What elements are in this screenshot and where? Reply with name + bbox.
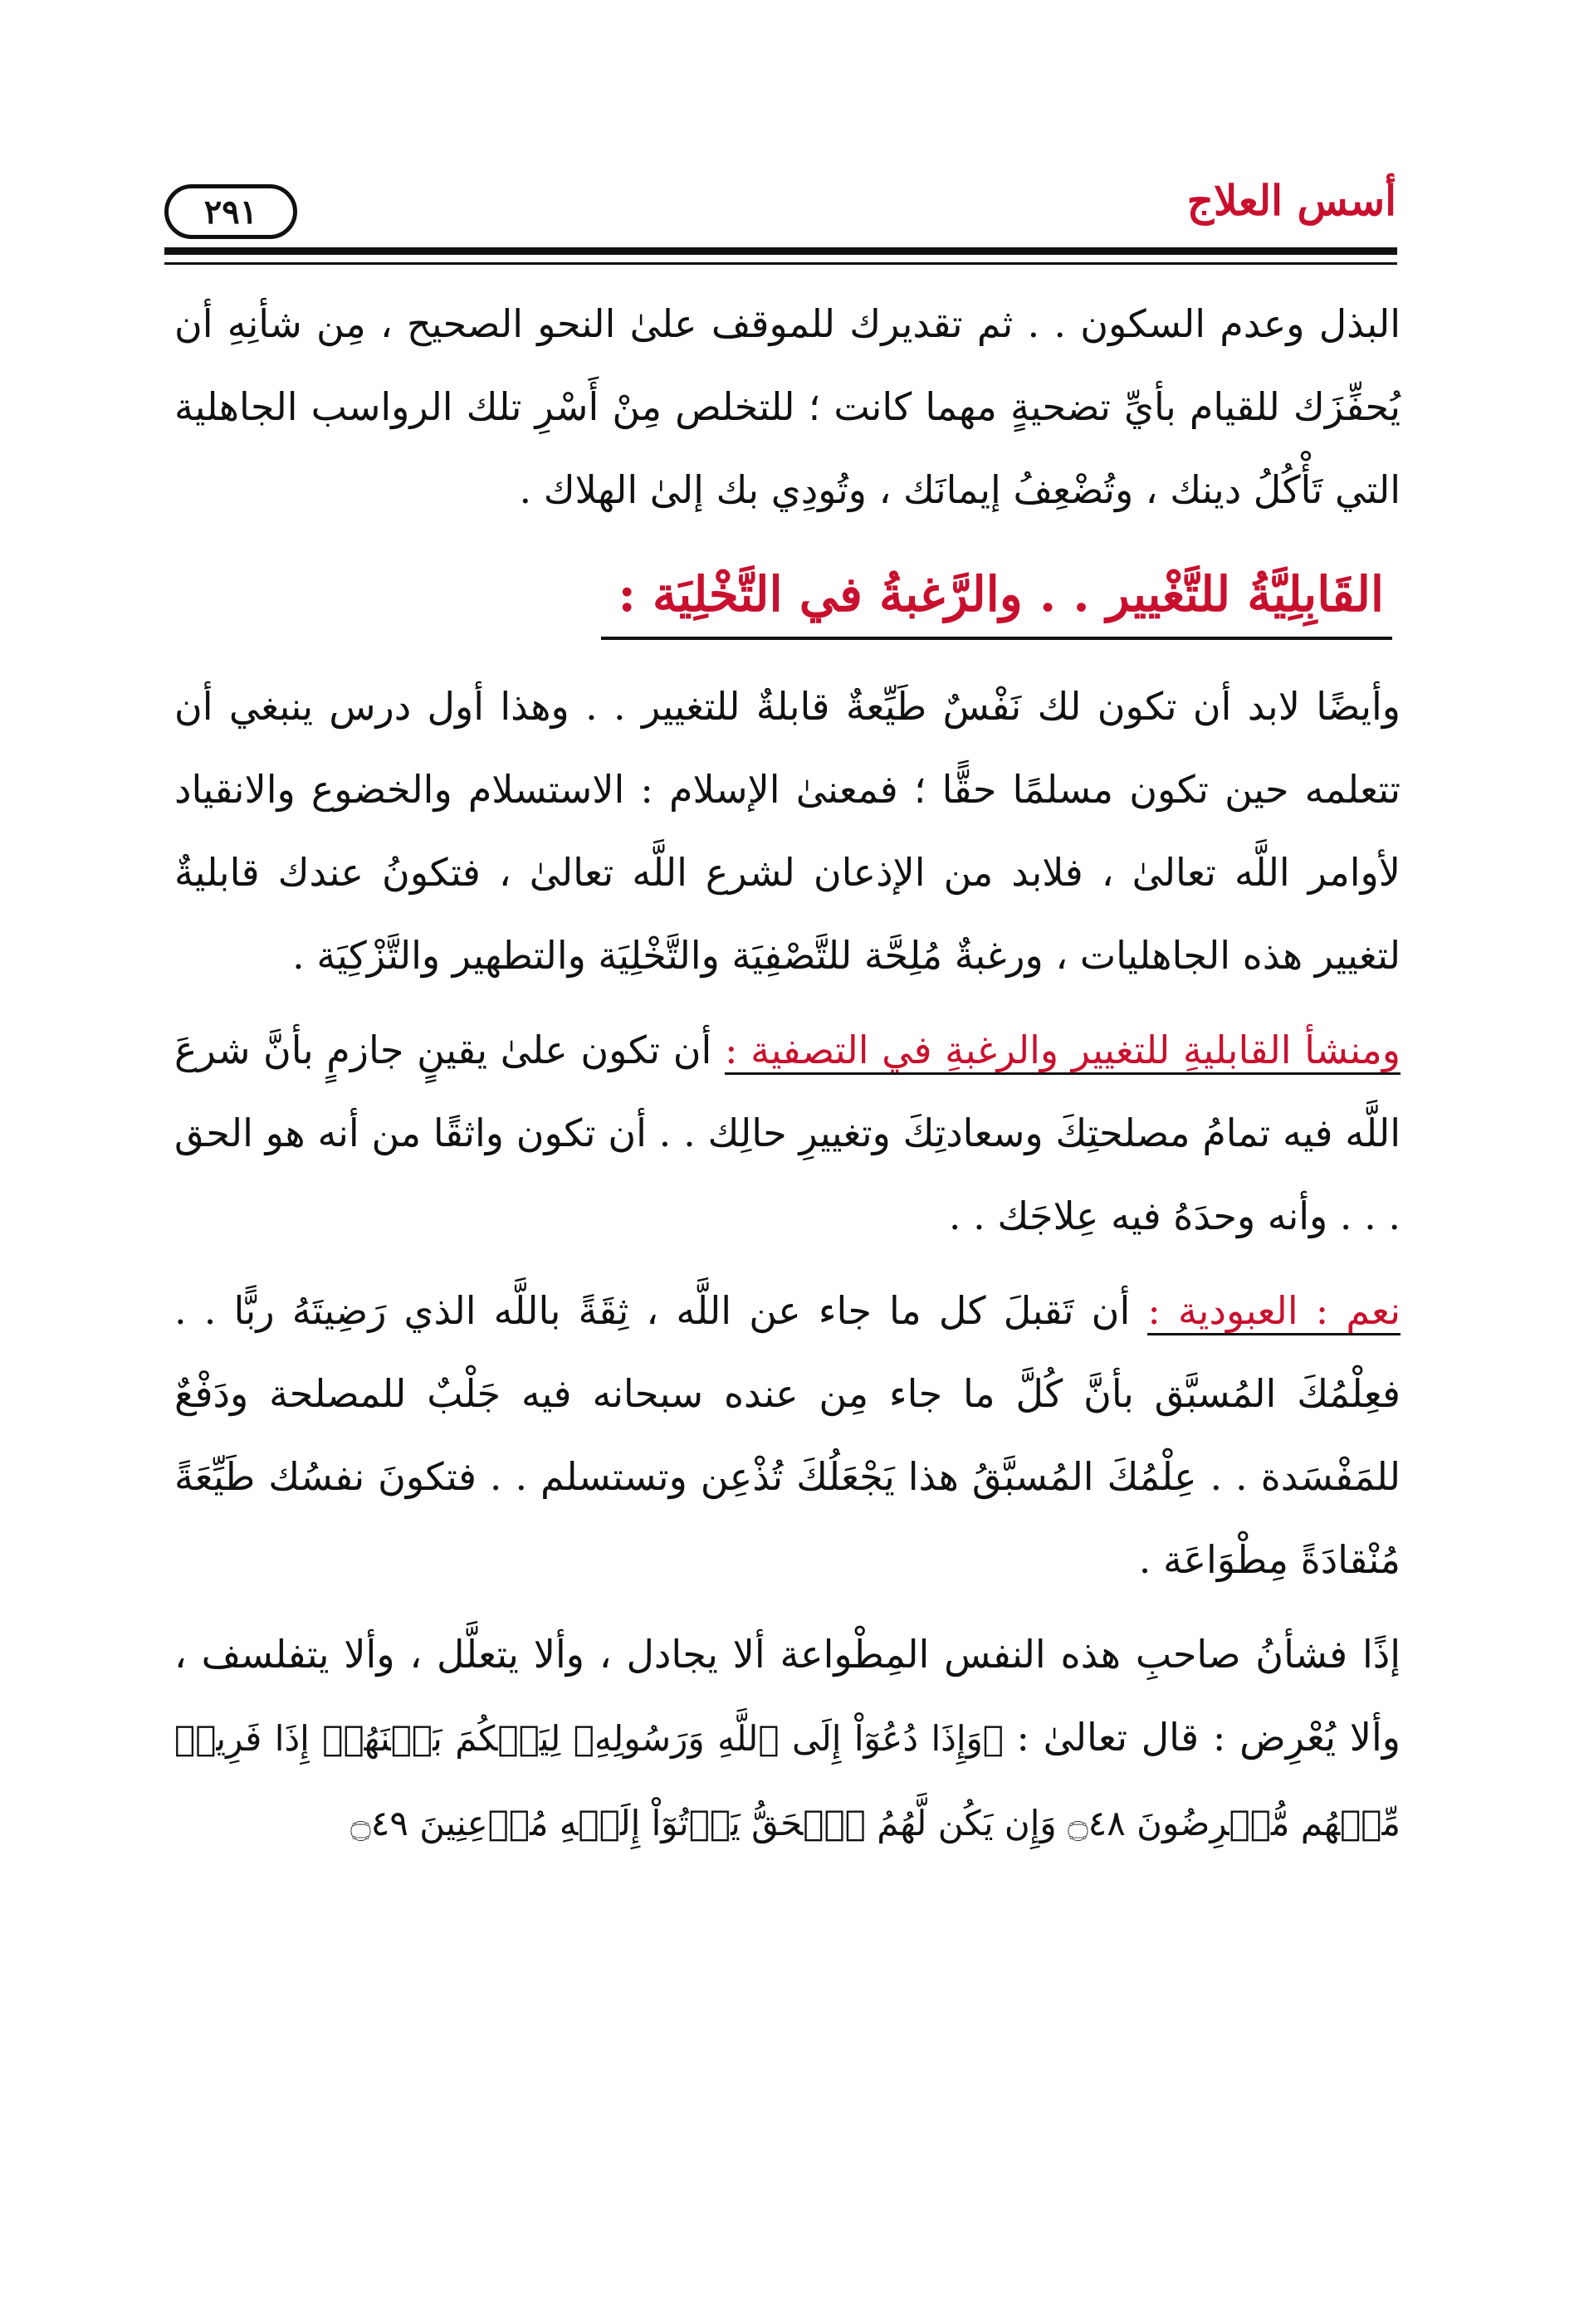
running-title: أسس العلاج (1186, 176, 1396, 225)
paragraph-3 (174, 1008, 1401, 1257)
page-number-badge: ٢٩١ (164, 184, 297, 239)
paragraph-5-text: إذًا فشأنُ صاحبِ هذه النفس المِطْواعة ألا يجادل ، وألا يتعلَّل ، وألا يتفلسف ، وألا يُعْرِض : قال تعالىٰ : (174, 1632, 1401, 1760)
header-rule-thin (164, 262, 1397, 265)
quran-verse: ﴿وَإِذَا دُعُوٓاْ إِلَى ٱللَّهِ وَرَسُولِهِۦ لِيَحۡكُمَ بَيۡنَهُمۡ إِذَا فَرِيقٞ مِّنۡهُم مُّعۡرِضُونَ ۝٤٨ وَإِن يَكُن لَّهُمُ ٱلۡحَقُّ يَأۡتُوٓاْ إِلَيۡهِ مُذۡعِنِينَ ۝٤٩ (174, 1718, 1401, 1843)
paragraph-1: البذل وعدم السكون . . ثم تقديرك للموقف علىٰ النحو الصحيح ، مِن شأنِهِ أن يُحفِّزَك للقيام بأيِّ تضحيةٍ مهما كانت ؛ للتخلص مِنْ أَسْرِ تلك الرواسب الجاهلية التي تَأْكُلُ دينك ، وتُضْعِفُ إيمانَك ، وتُودِي بك إلىٰ الهلاك . (174, 301, 1401, 512)
paragraph-4-lead: نعم : العبودية : (1147, 1288, 1401, 1335)
page-body (174, 282, 1401, 1865)
header-rule-thick (164, 247, 1397, 255)
paragraph-5 (174, 1613, 1401, 1865)
paragraph-3-text: أن تكون علىٰ يقينٍ جازمٍ بأنَّ شرعَ اللَّه فيه تمامُ مصلحتِكَ وسعادتِكَ وتغييرِ حالِك . . أن تكون واثقًا من أنه هو الحق . . . وأنه وحدَهُ فيه عِلاجَك . . (174, 1028, 1401, 1238)
paragraph-4 (174, 1269, 1401, 1601)
section-heading (174, 556, 1401, 640)
paragraph-3-lead: ومنشأ القابليةِ للتغيير والرغبةِ في التصفية : (725, 1028, 1401, 1075)
paragraph-4-text: أن تَقبلَ كل ما جاء عن اللَّه ، ثِقَةً باللَّه الذي رَضِيتَهُ ربًّا . . فعِلْمُكَ المُسبَّق بأنَّ كُلَّ ما جاء مِن عنده سبحانه فيه جَلْبٌ للمصلحة ودَفْعٌ للمَفْسَدة . . عِلْمُكَ المُسبَّقُ هذا يَجْعَلُكَ تُذْعِن وتستسلم . . فتكونَ نفسُك طَيِّعَةً مُنْقادَةً مِطْوَاعَة . (174, 1288, 1401, 1582)
paragraph-2: وأيضًا لابد أن تكون لك نَفْسٌ طَيِّعةٌ قابلةٌ للتغيير . . وهذا أول درس ينبغي أن تتعلمه حين تكون مسلمًا حقًّا ؛ فمعنىٰ الإسلام : الاستسلام والخضوع والانقياد لأوامر اللَّه تعالىٰ ، فلابد من الإذعان لشرع اللَّه تعالىٰ ، فتكونُ عندك قابليةٌ لتغيير هذه الجاهليات ، ورغبةٌ مُلِحَّة للتَّصْفِيَة والتَّخْلِيَة والتطهير والتَّزْكِيَة . (174, 684, 1401, 978)
section-heading-text: القَابِلِيَّةُ للتَّغْيير . . والرَّغبةُ في التَّخْلِيَة : (601, 557, 1392, 640)
